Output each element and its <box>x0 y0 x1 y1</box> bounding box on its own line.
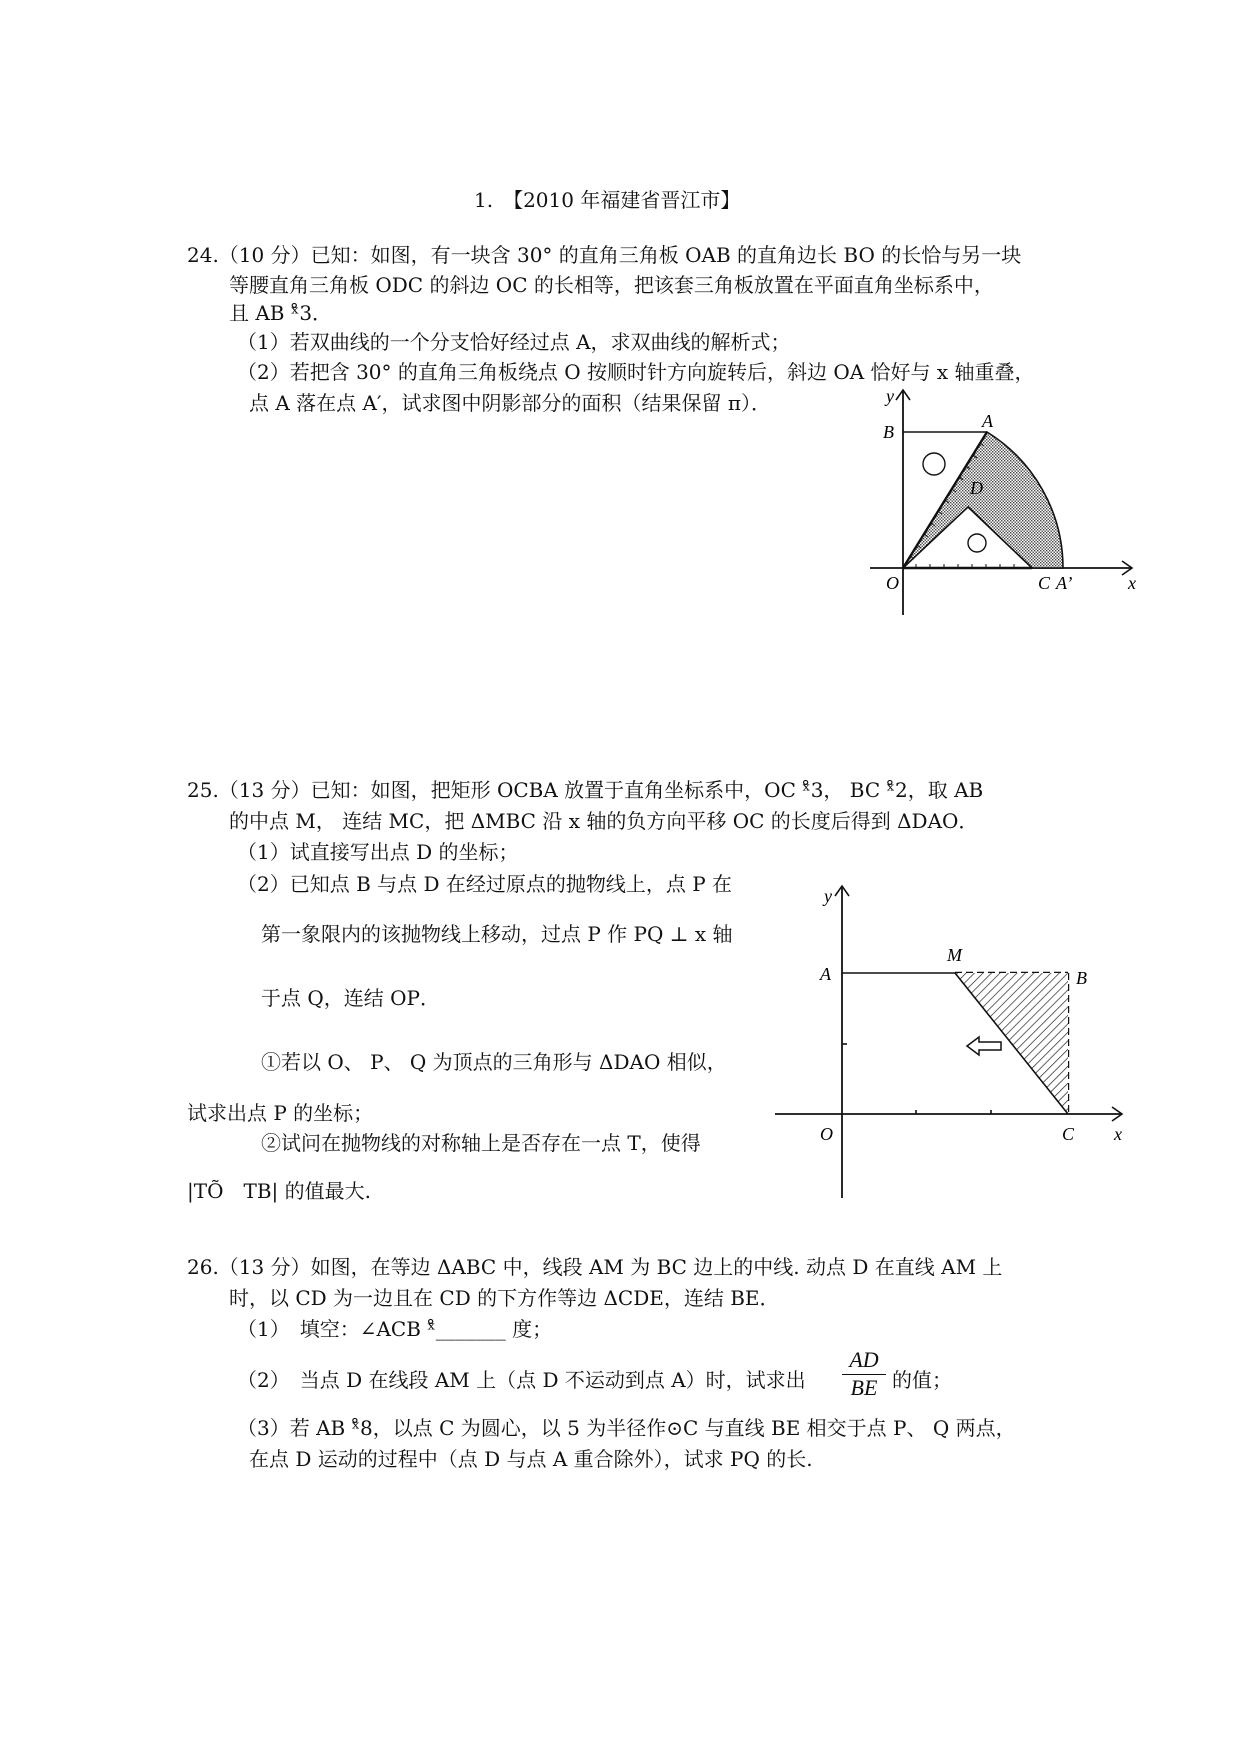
q25-line-1: 25.（13 分）已知：如图，把矩形 OCBA 放置于直角坐标系中，OC ˣ̊3， BC ˣ̊2，取 AB <box>187 778 984 802</box>
label-c: C <box>1062 1124 1075 1144</box>
q24-line-5: （2）若把含 30° 的直角三角板绕点 O 按顺时针方向旋转后，斜边 OA 恰好与 x 轴重叠， <box>237 360 1035 384</box>
q25-line-10: |TÕ TB| 的值最大. <box>187 1179 371 1203</box>
label-y: y <box>886 386 894 406</box>
label-b: B <box>1076 968 1087 988</box>
q26-line-4: （2） 当点 D 在线段 AM 上（点 D 不运动到点 A）时，试求出 <box>237 1368 806 1392</box>
q24-line-4: （1）若双曲线的一个分支恰好经过点 A，求双曲线的解析式； <box>237 330 791 354</box>
q24-line-1: 24.（10 分）已知：如图，有一块含 30° 的直角三角板 OAB 的直角边长 BO 的长恰与另一块 <box>187 243 1022 267</box>
q25-line-7: ①若以 O、 P、 Q 为顶点的三角形与 ΔDAO 相似， <box>261 1050 727 1074</box>
q26-line-1: 26.（13 分）如图，在等边 ΔABC 中，线段 AM 为 BC 边上的中线. 动点 D 在直线 AM 上 <box>187 1255 1003 1279</box>
q25-line-6: 于点 Q，连结 OP． <box>261 986 440 1010</box>
label-x: x <box>1128 573 1136 593</box>
q25-line-2: 的中点 M， 连结 MC，把 ΔMBC 沿 x 轴的负方向平移 OC 的长度后得到 ΔDAO． <box>229 809 979 833</box>
q25-line-4: （2）已知点 B 与点 D 在经过原点的抛物线上，点 P 在 <box>237 872 733 896</box>
label-a-prime: A’ <box>1056 573 1073 593</box>
label-m: M <box>947 945 962 965</box>
q26-line-2: 时，以 CD 为一边且在 CD 的下方作等边 ΔCDE，连结 BE． <box>229 1286 780 1310</box>
label-y: y <box>824 886 832 906</box>
label-b: B <box>883 422 894 442</box>
translation-arrow-icon <box>967 1037 1001 1055</box>
q26-line-3: （1） 填空：∠ACB ˣ̊_______ 度； <box>237 1317 553 1341</box>
q25-line-8: 试求出点 P 的坐标； <box>187 1101 374 1125</box>
fraction-denominator: BE <box>850 1375 878 1400</box>
label-o: O <box>886 573 899 593</box>
q24-line-2: 等腰直角三角板 ODC 的斜边 OC 的长相等，把该套三角板放置在平面直角坐标系中， <box>229 273 994 297</box>
label-a: A <box>982 411 993 431</box>
label-x: x <box>1114 1124 1122 1144</box>
page-title: 1. 【2010 年福建省晋江市】 <box>474 188 741 212</box>
hole-circle-2 <box>968 534 986 552</box>
label-o: O <box>820 1124 833 1144</box>
fraction-numerator: AD <box>849 1347 879 1372</box>
q25-line-3: （1）试直接写出点 D 的坐标； <box>237 840 519 864</box>
fraction-ad-be <box>842 1348 886 1400</box>
label-c: C <box>1038 573 1051 593</box>
figure-q24 <box>860 385 1160 620</box>
q24-line-6: 点 A 落在点 A′，试求图中阴影部分的面积（结果保留 π）． <box>249 391 772 415</box>
q26-line-5: （3）若 AB ˣ̊8，以点 C 为圆心，以 5 为半径作⊙C 与直线 BE 相交于点 P、 Q 两点， <box>237 1416 1016 1440</box>
q26-line-6: 在点 D 运动的过程中（点 D 与点 A 重合除外），试求 PQ 的长. <box>249 1447 813 1471</box>
label-a: A <box>820 964 831 984</box>
q25-line-5: 第一象限内的该抛物线上移动，过点 P 作 PQ ⊥ x 轴 <box>261 922 733 946</box>
figure-q25 <box>770 880 1140 1200</box>
q24-line-3: 且 AB ˣ̊3． <box>229 301 333 325</box>
label-d: D <box>970 478 983 498</box>
q26-line-4b: 的值； <box>892 1368 952 1392</box>
hole-circle-1 <box>923 453 945 475</box>
q25-line-9: ②试问在抛物线的对称轴上是否存在一点 T，使得 <box>261 1131 701 1155</box>
